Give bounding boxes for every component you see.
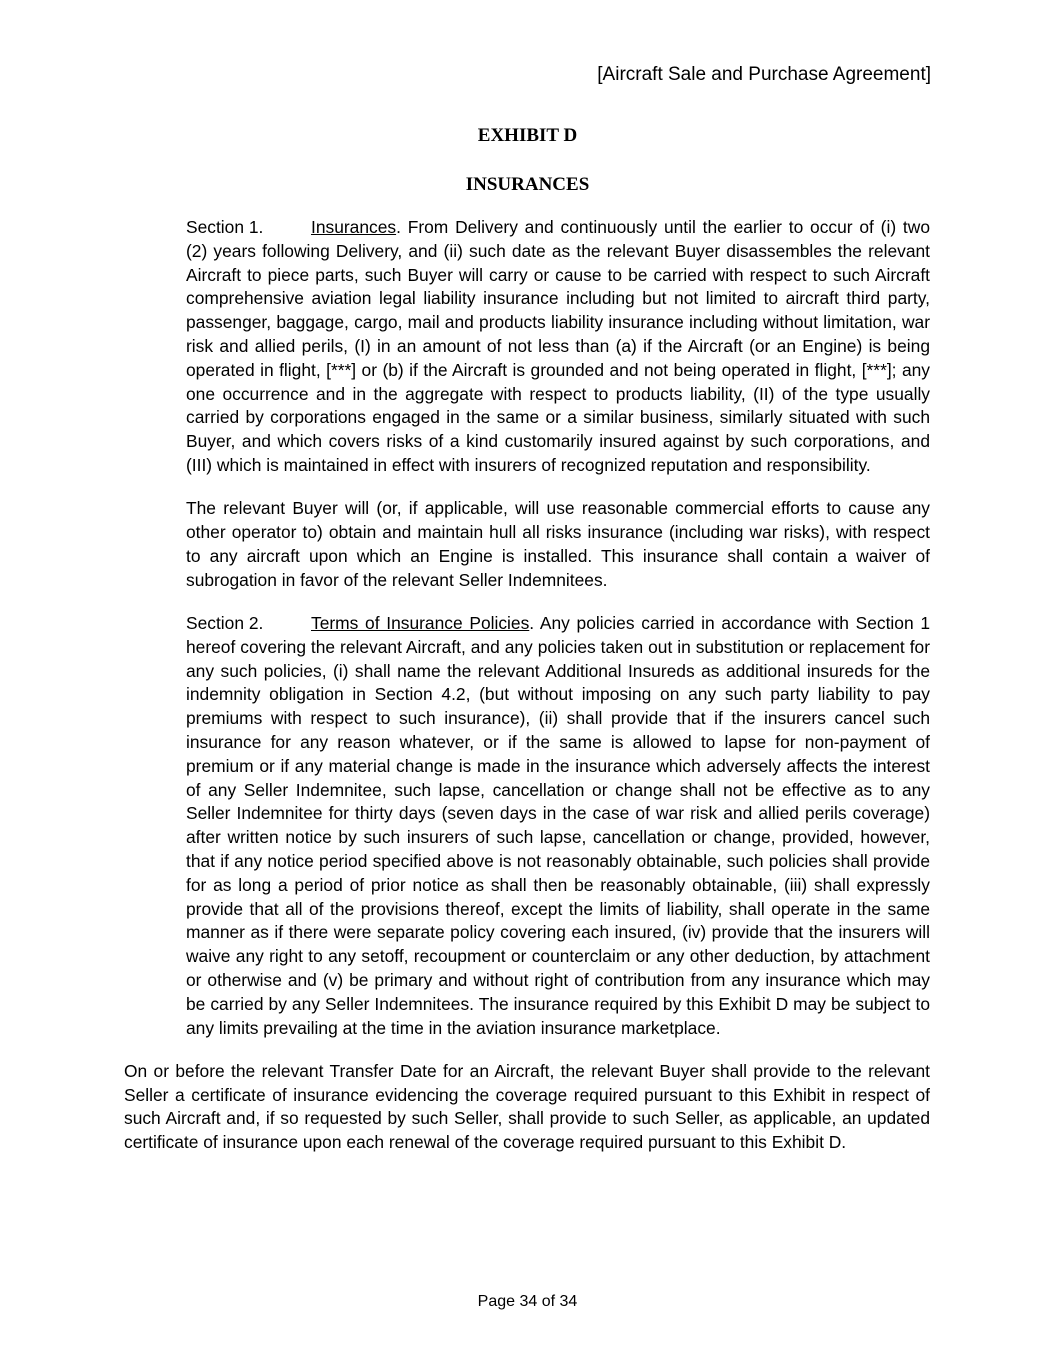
running-header: [Aircraft Sale and Purchase Agreement] [597,64,931,85]
section-1-paragraph-2: The relevant Buyer will (or, if applicable, will use reasonable commercial efforts to cause any other operator to) obtain and maintain hull all risks insurance (including war risks), with respect to any aircraft upon which an Engine is installed. This insurance shall contain a waiver of subrogation in favor of the relevant Seller Indemnitees. [186,498,930,590]
section-1-paragraph [124,216,930,478]
exhibit-title: EXHIBIT D [477,125,578,146]
section-2-heading: Terms of Insurance Policies [311,612,530,633]
document-body [124,216,930,1174]
section-2-paragraph-2: On or before the relevant Transfer Date for an Aircraft, the relevant Buyer shall provide to the relevant Seller a certificate of insurance evidencing the coverage required pursuant to this Exhibit in respect of such Aircraft and, if so requested by such Seller, shall provide to such Seller, as applicable, an updated certificate of insurance upon each renewal of the coverage required pursuant to this Exhibit D. [124,1060,930,1153]
page-number: Page 34 of 34 [477,1293,578,1310]
section-1-heading: Insurances [311,217,397,237]
section-2-text: . Any policies carried in accordance with Section 1 hereof covering the relevant Aircraft, and any policies taken out in substitution or replacement for any such policies, (i) shall name the relevant Additional Insureds as additional insureds for the indemnity obligation in Section 4.2, (but without imposing on any such party liability to pay premiums with respect to such insurance), (ii) shall provide that if the insurers cancel such insurance for any reason whatever, or if the same is allowed to lapse for non-payment of premium or if any material change is made in the insurance which adversely affects the interest of any Seller Indemnitee, such lapse, cancellation or change shall not be effective as to any Seller Indemnitee for thirty days (seven days in the case of war risk and allied perils coverage) after written notice by such insurers of such lapse, cancellation or change, provided, however, that if any notice period specified above is not reasonably obtainable, such policies shall provide for as long a period of prior notice as shall then be reasonably obtainable, (iii) shall expressly provide that all of the provisions thereof, except the limits of liability, shall operate in the same manner as if there were separate policy covering each insured, (iv) provide that the insurers will waive any right to any setoff, recoupment or counterclaim or any other deduction, by attachment or otherwise and (v) be primary and without right of contribution from any insurance which may be carried by any Seller Indemnitees. The insurance required by this Exhibit D may be subject to any limits prevailing at the time in the aviation insurance marketplace. [186,612,930,1038]
section-2-number: Section 2. [186,612,264,633]
section-2-paragraph [124,612,930,1040]
section-1-text: . From Delivery and continuously until the earlier to occur of (i) two (2) years following Delivery, and (ii) such date as the relevant Buyer disassembles the relevant Aircraft to piece parts, such Buyer will carry or cause to be carried with respect to such Aircraft comprehensive aviation legal liability insurance including but not limited to aircraft third party, passenger, baggage, cargo, mail and products liability insurance including without limitation, war risk and allied perils, (I) in an amount of not less than (a) if the Aircraft (or an Engine) is being operated in flight, [***] or (b) if the Aircraft is grounded and not being operated in flight, [***]; any one occurrence and in the aggregate with respect to products liability, (II) of the type usually carried by corporations engaged in the same or a similar business, similarly situated with such Buyer, and which covers risks of a kind customarily insured against by such corporations, and (III) which is maintained in effect with insurers of recognized reputation and responsibility. [186,217,930,475]
exhibit-subtitle: INSURANCES [465,174,590,195]
section-1-number: Section 1. [186,217,264,237]
